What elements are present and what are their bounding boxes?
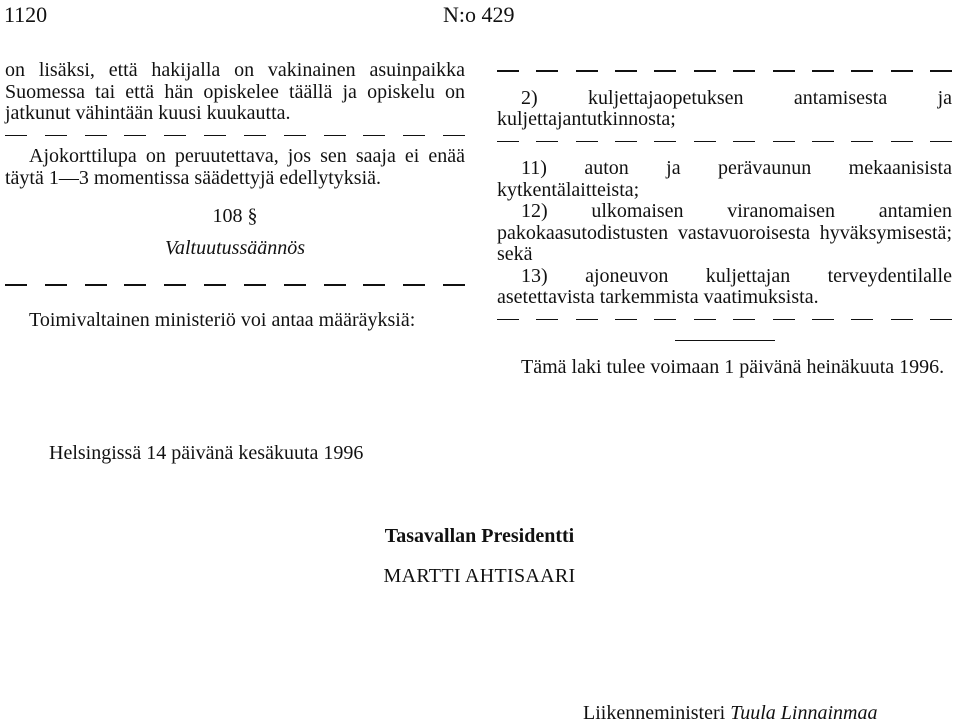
list-item-2: 2) kuljettajaopetuksen antamisesta ja kuljettajantutkinnosta; xyxy=(497,86,952,130)
left-column xyxy=(5,60,465,331)
omission-dashes xyxy=(497,131,952,153)
dateline: Helsingissä 14 päivänä kesäkuuta 1996 xyxy=(49,442,364,464)
omission-dashes xyxy=(497,309,952,331)
minister-name: Tuula Linnainmaa xyxy=(730,702,878,724)
section-title: Valtuutussäännös xyxy=(164,237,306,259)
president-title: Tasavallan Presidentti xyxy=(384,525,575,547)
minister-title: Liikenneministeri xyxy=(583,702,726,724)
president-name: MARTTI AHTISAARI xyxy=(383,565,576,587)
section-divider xyxy=(497,330,952,351)
left-paragraph-2: Ajokorttilupa on peruutettava, jos sen saaja ei enää täytä 1—3 momentissa säädettyjä edellytyksiä. xyxy=(5,145,465,189)
section-number: 108 § xyxy=(212,205,258,227)
minister-signature xyxy=(583,702,877,725)
omission-dashes xyxy=(497,60,952,82)
right-column xyxy=(497,60,952,379)
omission-dashes xyxy=(5,125,465,147)
left-paragraph-3: Toimivaltainen ministeriö voi antaa määräyksiä: xyxy=(29,308,416,331)
omission-dashes xyxy=(5,274,465,296)
list-item-11: 11) auton ja perävaunun mekaanisista kytkentälaitteista; xyxy=(497,157,952,201)
list-item-13: 13) ajoneuvon kuljettajan terveydentilalle asetettavista tarkemmista vaatimuksista. xyxy=(497,264,952,308)
page-number: 1120 xyxy=(4,2,48,27)
left-paragraph-1: on lisäksi, että hakijalla on vakinainen asuinpaikka Suomessa tai että hän opiskelee täällä ja opiskelu on jatkunut vähintään kuusi kuukautta. xyxy=(5,59,465,124)
issue-number: N:o 429 xyxy=(443,2,515,27)
entry-into-force: Tämä laki tulee voimaan 1 päivänä heinäkuuta 1996. xyxy=(521,356,945,378)
list-item-12: 12) ulkomaisen viranomaisen antamien pakokaasutodistusten vastavuoroisesta hyväksymisestä; sekä xyxy=(497,200,952,265)
